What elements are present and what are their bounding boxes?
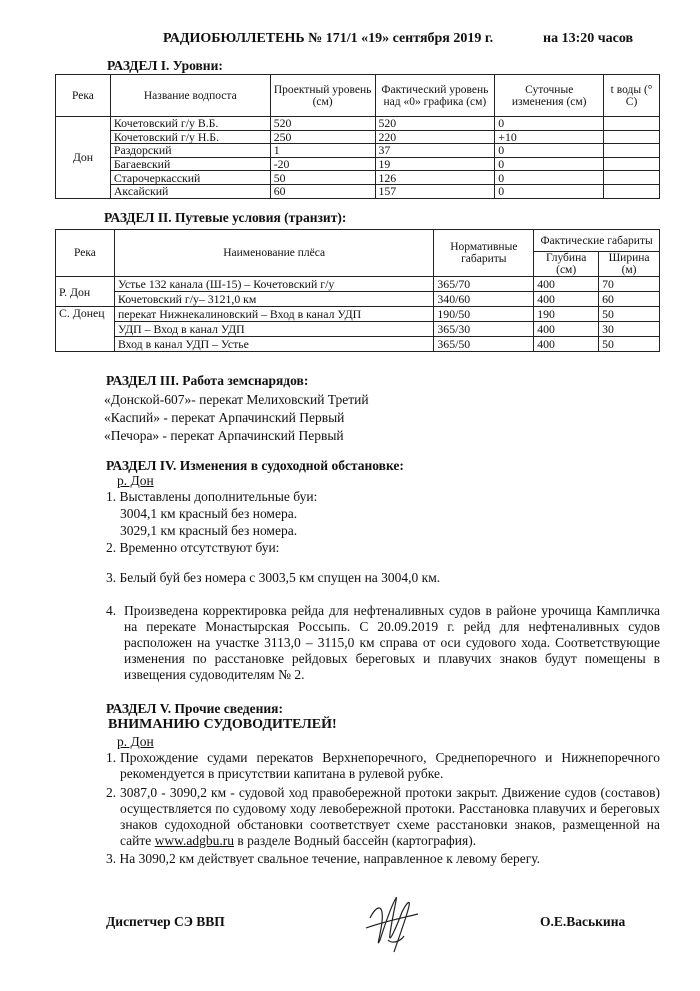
width-cell: 60 — [599, 292, 660, 307]
post-cell: Старочеркасский — [110, 171, 270, 185]
col-river: Река — [56, 75, 111, 117]
change-cell: +10 — [495, 130, 604, 144]
table-row — [56, 292, 660, 307]
section5-river: р. Дон — [117, 734, 154, 749]
design-cell: 1 — [270, 144, 375, 158]
post-cell: Кочетовский г/у Н.Б. — [110, 130, 270, 144]
actual-cell: 220 — [375, 130, 495, 144]
dispatcher-label: Диспетчер СЭ ВВП — [106, 914, 225, 929]
norm-cell: 365/30 — [434, 322, 534, 337]
table-row — [56, 337, 660, 352]
col-river: Река — [56, 230, 115, 277]
width-cell: 50 — [599, 337, 660, 352]
dredger-list — [104, 391, 369, 445]
depth-cell: 400 — [534, 292, 599, 307]
section5-item3: 3. На 3090,2 км действует свальное течение, направленное к левому берегу. — [106, 851, 541, 866]
temp-cell — [604, 117, 660, 131]
dredger-line: «Каспий» - перекат Арпачинский Первый — [104, 410, 345, 425]
change-cell: 0 — [495, 144, 604, 158]
section4-river: р. Дон — [117, 473, 154, 488]
section1-title: РАЗДЕЛ I. Уровни: — [107, 58, 223, 73]
reach-cell: УДП – Вход в канал УДП — [114, 322, 433, 337]
section5-item2-number: 2. — [106, 785, 117, 800]
change-cell: 0 — [495, 117, 604, 131]
signature — [362, 888, 422, 960]
temp-cell — [604, 157, 660, 171]
section5-title: РАЗДЕЛ V. Прочие сведения: — [106, 701, 283, 716]
river-cell: Р. Дон — [56, 277, 115, 307]
col-normative: Нормативные габариты — [434, 230, 534, 277]
temp-cell — [604, 144, 660, 158]
table-row — [56, 130, 660, 144]
table-row — [56, 307, 660, 322]
dredger-line: «Донской-607»- перекат Мелиховский Третий — [104, 392, 369, 407]
design-cell: -20 — [270, 157, 375, 171]
depth-cell: 400 — [534, 337, 599, 352]
change-cell: 0 — [495, 171, 604, 185]
col-reach: Наименование плёса — [114, 230, 433, 277]
table-row — [56, 322, 660, 337]
norm-cell: 365/70 — [434, 277, 534, 292]
post-cell: Багаевский — [110, 157, 270, 171]
col-actual-level: Фактический уровень над «0» графика (см) — [375, 75, 495, 117]
design-cell: 250 — [270, 130, 375, 144]
table-row — [56, 184, 660, 198]
section5-item1: Прохождение судами перекатов Верхнепоречного, Среднепоречного и Нижнепоречного рекомендуется в присутствии капитана в рулевой рубке. — [120, 750, 660, 781]
table-row — [56, 144, 660, 158]
change-cell: 0 — [495, 184, 604, 198]
levels-table — [55, 74, 660, 199]
post-cell: Аксайский — [110, 184, 270, 198]
norm-cell: 365/50 — [434, 337, 534, 352]
bulletin-title: РАДИОБЮЛЛЕТЕНЬ № 171/1 «19» сентября 2019 г. — [163, 31, 494, 46]
temp-cell — [604, 130, 660, 144]
actual-cell: 19 — [375, 157, 495, 171]
section5-item2 — [120, 785, 660, 849]
table-row — [56, 117, 660, 131]
transit-table — [55, 229, 660, 352]
col-post: Название водпоста — [110, 75, 270, 117]
col-depth: Глубина (см) — [534, 252, 599, 277]
dredger-line: «Печора» - перекат Арпачинский Первый — [104, 428, 344, 443]
temp-cell — [604, 184, 660, 198]
width-cell: 70 — [599, 277, 660, 292]
site-link[interactable]: www.adgbu.ru — [154, 833, 234, 848]
buoy-line: 3029,1 км красный без номера. — [120, 523, 298, 538]
col-design-level: Проектный уровень (см) — [270, 75, 375, 117]
section5-item1-number: 1. — [106, 750, 117, 765]
reach-cell: перекат Нижнекалиновский – Вход в канал УДП — [114, 307, 433, 322]
norm-cell: 190/50 — [434, 307, 534, 322]
section4-item3: 3. Белый буй без номера с 3003,5 км спущен на 3004,0 км. — [106, 570, 441, 585]
width-cell: 50 — [599, 307, 660, 322]
change-cell: 0 — [495, 157, 604, 171]
river-cell: С. Донец — [56, 307, 115, 352]
col-daily-change: Суточные изменения (см) — [495, 75, 604, 117]
item2-text: 3087,0 - 3090,2 км - судовой ход правобережной протоки закрыт. Движение судов (составов) осуществляется по судовому ходу левобережной протоки. Расстановка плавучих и береговых знаков судоходной обстановки соответствует схеме расстановки знаков, размещенной на сайте — [120, 785, 660, 848]
section2-title: РАЗДЕЛ II. Путевые условия (транзит): — [104, 210, 347, 225]
river-cell: Дон — [56, 117, 111, 199]
actual-cell: 520 — [375, 117, 495, 131]
section4-item4: Произведена корректировка рейда для нефтеналивных судов в районе урочища Кампличка на перекате Монастырская Россыпь. С 20.09.2019 г. рейд для нефтеналивных судов расположен на участке 3113,0 – 3115,0 км справа от оси судового хода. Соответствующие изменения по расстановке рейдовых береговых и плавучих знаков будут помещены в извещения судоводителям № 2. — [124, 603, 660, 682]
col-water-temp: t воды (° С) — [604, 75, 660, 117]
col-actual-dims: Фактические габариты — [534, 230, 660, 252]
buoy-line: 3004,1 км красный без номера. — [120, 506, 298, 521]
depth-cell: 400 — [534, 322, 599, 337]
reach-cell: Кочетовский г/у– 3121,0 км — [114, 292, 433, 307]
bulletin-time: на 13:20 часов — [543, 31, 634, 46]
depth-cell: 190 — [534, 307, 599, 322]
attention-heading: ВНИМАНИЮ СУДОВОДИТЕЛЕЙ! — [108, 717, 337, 732]
norm-cell: 340/60 — [434, 292, 534, 307]
reach-cell: Устье 132 канала (Ш-15) – Кочетовский г/у — [114, 277, 433, 292]
section4-item2: 2. Временно отсутствуют буи: — [106, 540, 280, 555]
actual-cell: 126 — [375, 171, 495, 185]
actual-cell: 157 — [375, 184, 495, 198]
depth-cell: 400 — [534, 277, 599, 292]
table-row — [56, 157, 660, 171]
design-cell: 520 — [270, 117, 375, 131]
item2-text-end: в разделе Водный бассейн (картография). — [237, 833, 477, 848]
section3-title: РАЗДЕЛ III. Работа земснарядов: — [106, 373, 309, 388]
section4-title: РАЗДЕЛ IV. Изменения в судоходной обстановке: — [106, 458, 404, 473]
actual-cell: 37 — [375, 144, 495, 158]
design-cell: 50 — [270, 171, 375, 185]
col-width: Ширина (м) — [599, 252, 660, 277]
table-row — [56, 277, 660, 292]
post-cell: Кочетовский г/у В.Б. — [110, 117, 270, 131]
section4-item1: 1. Выставлены дополнительные буи: — [106, 489, 318, 504]
dispatcher-name: О.Е.Васькина — [540, 914, 626, 929]
section4-item4-number: 4. — [106, 603, 117, 618]
design-cell: 60 — [270, 184, 375, 198]
temp-cell — [604, 171, 660, 185]
width-cell: 30 — [599, 322, 660, 337]
post-cell: Раздорский — [110, 144, 270, 158]
reach-cell: Вход в канал УДП – Устье — [114, 337, 433, 352]
table-row — [56, 171, 660, 185]
